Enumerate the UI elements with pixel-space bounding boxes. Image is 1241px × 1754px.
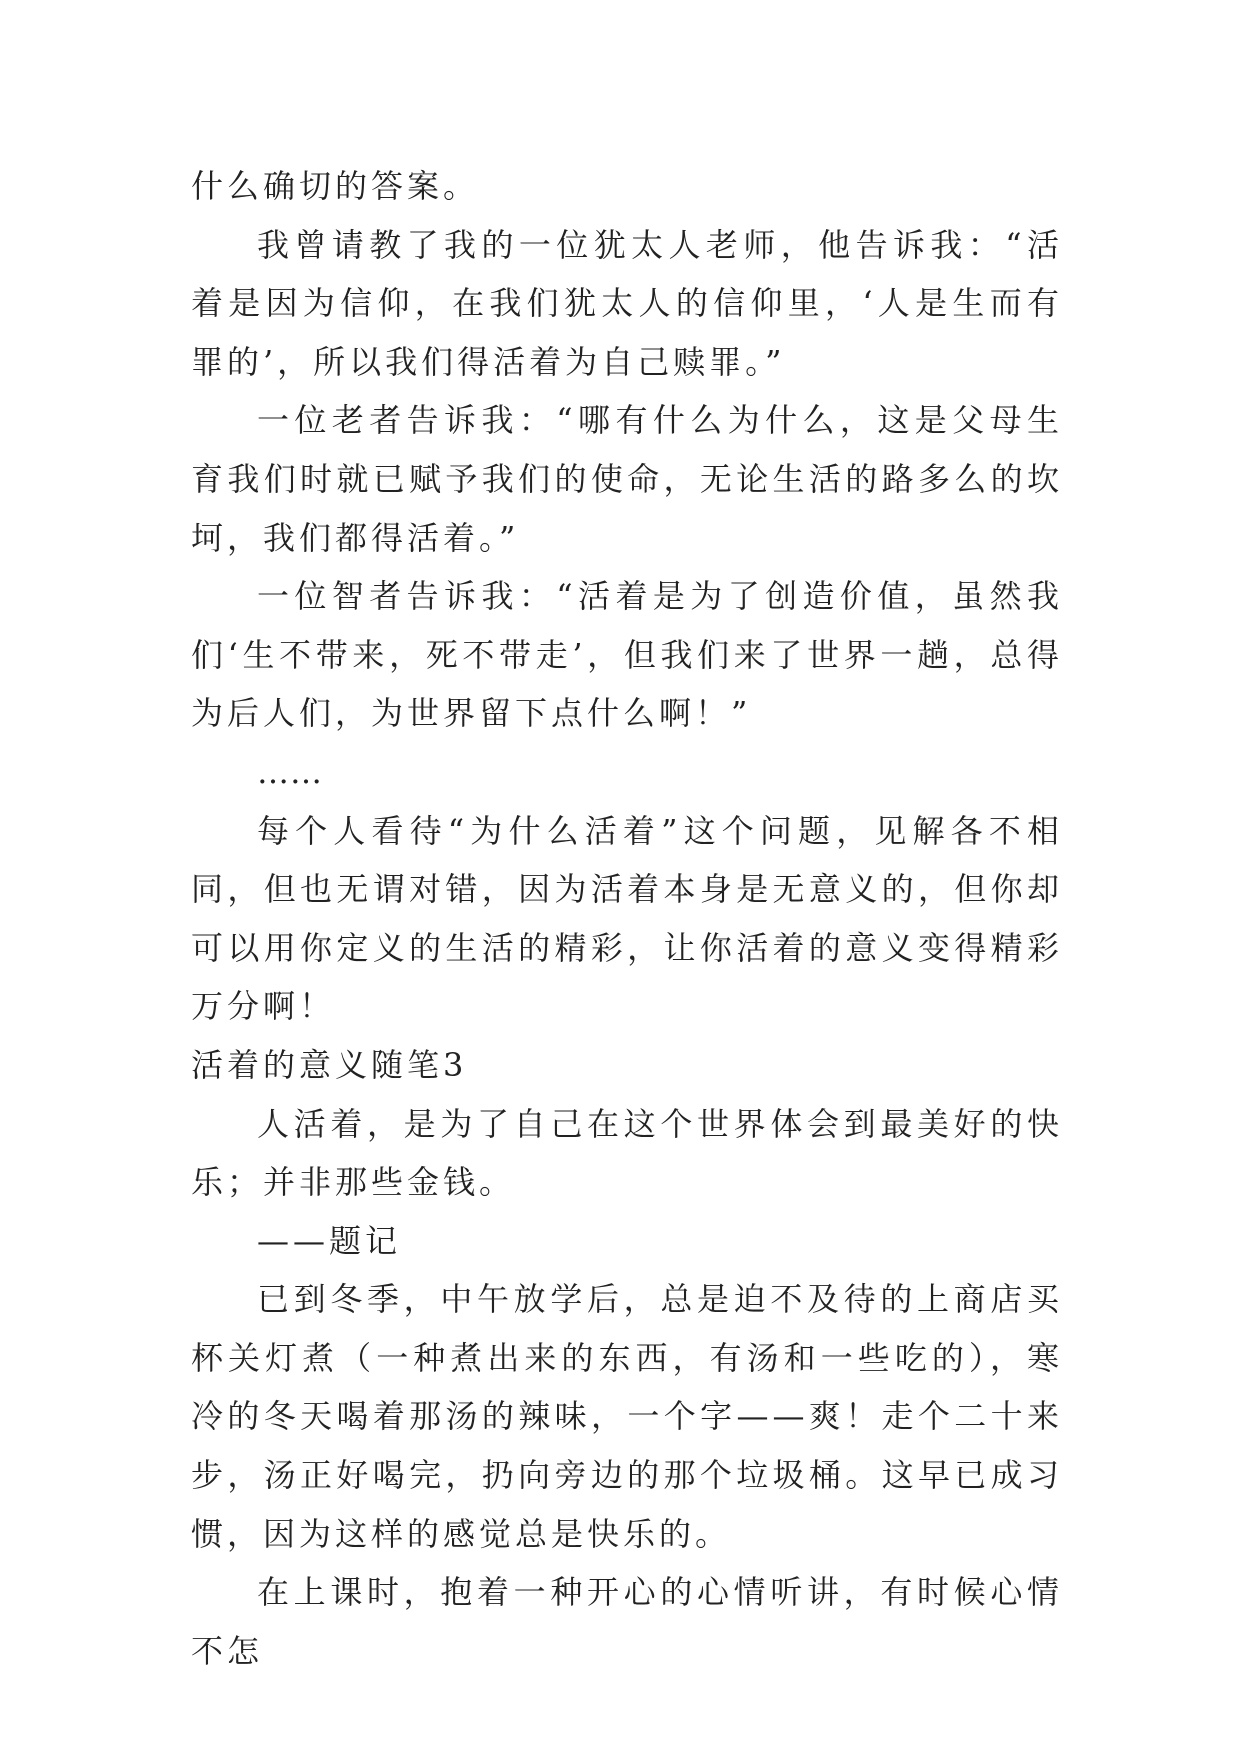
paragraph-epigraph-attribution: ——题记 [257, 1221, 402, 1260]
paragraph-epigraph: 人活着，是为了自己在这个世界体会到最美好的快乐；并非那些金钱。 [191, 1104, 1063, 1202]
paragraph-continuation: 什么确切的答案。 [191, 167, 480, 205]
paragraph-winter: 已到冬季，中午放学后，总是迫不及待的上商店买杯关灯煮（一种煮出来的东西，有汤和一些吃的），寒冷的冬天喝着那汤的辣味，一个字——爽！走个二十来步，汤正好喝完，扔向旁边的那个垃圾桶。这早已成习惯，因为这样的感觉总是快乐的。 [191, 1280, 1063, 1553]
paragraph-jewish-teacher: 我曾请教了我的一位犹太人老师，他告诉我：“活着是因为信仰，在我们犹太人的信仰里，‘人是生而有罪的’，所以我们得活着为自己赎罪。” [191, 225, 1063, 381]
document-body [191, 157, 1063, 1680]
section-heading: 活着的意义随笔3 [191, 1045, 468, 1084]
paragraph-elder: 一位老者告诉我：“哪有什么为什么，这是父母生育我们时就已赋予我们的使命，无论生活的路多么的坎坷，我们都得活着。” [191, 401, 1063, 557]
paragraph-conclusion: 每个人看待“为什么活着”这个问题，见解各不相同，但也无谓对错，因为活着本身是无意义的，但你却可以用你定义的生活的精彩，让你活着的意义变得精彩万分啊！ [191, 811, 1063, 1026]
paragraph-ellipsis: …… [257, 752, 323, 791]
paragraph-sage: 一位智者告诉我：“活着是为了创造价值，虽然我们‘生不带来，死不带走’，但我们来了世界一趟，总得为后人们，为世界留下点什么啊！” [191, 577, 1063, 733]
paragraph-class: 在上课时，抱着一种开心的心情听讲，有时候心情不怎 [191, 1573, 1063, 1670]
